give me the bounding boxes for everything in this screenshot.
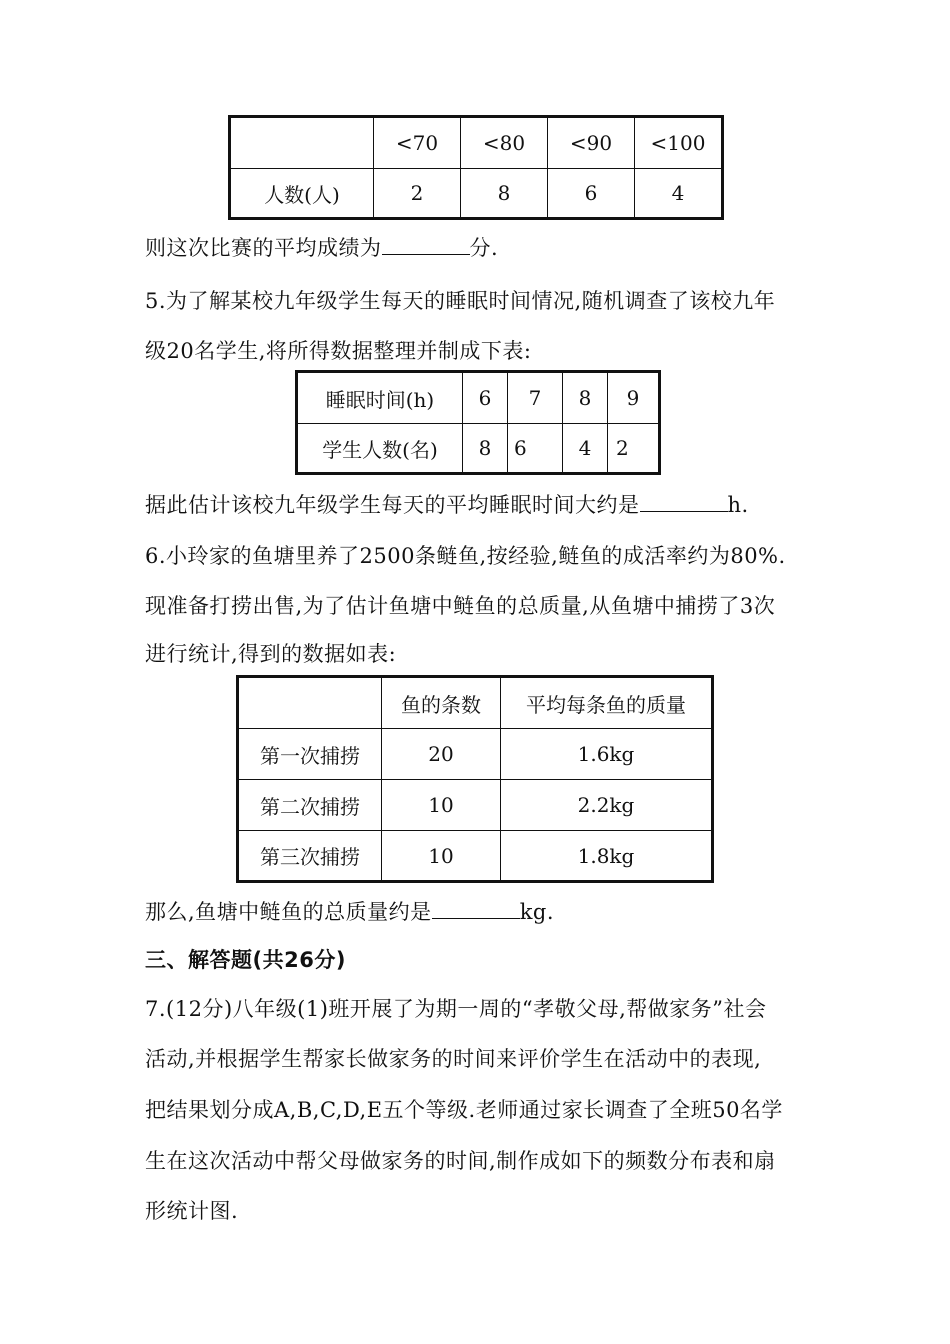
q7-line-1: 7.(12分)八年级(1)班开展了为期一周的“孝敬父母,帮做家务”社会 xyxy=(145,997,767,1021)
q4-answer-blank[interactable] xyxy=(382,236,470,255)
q6-answer-text: 那么,鱼塘中鲢鱼的总质量约是 xyxy=(145,900,432,924)
fish-table-cell: 1.8kg xyxy=(501,831,713,882)
q5-answer-blank[interactable] xyxy=(640,493,728,512)
q7-line-4: 生在这次活动中帮父母做家务的时间,制作成如下的频数分布表和扇 xyxy=(145,1149,776,1173)
sleep-table-cell: 2 xyxy=(608,424,660,474)
fish-table-header: 鱼的条数 xyxy=(382,677,501,729)
score-table-header: <70 xyxy=(374,117,461,169)
q5-answer-line xyxy=(145,489,749,519)
q7-line-5: 形统计图. xyxy=(145,1199,239,1223)
q4-answer-unit: 分. xyxy=(469,236,499,260)
fish-table-row-label: 第二次捕捞 xyxy=(238,780,382,831)
q5-line-1: 5.为了解某校九年级学生每天的睡眠时间情况,随机调查了该校九年 xyxy=(145,289,776,313)
section-heading: 三、解答题(共26分) xyxy=(145,948,346,972)
q6-answer-unit: kg. xyxy=(519,900,555,924)
score-table-corner xyxy=(230,117,374,169)
q7-line-2: 活动,并根据学生帮家长做家务的时间来评价学生在活动中的表现, xyxy=(145,1047,762,1071)
q5-answer-text: 据此估计该校九年级学生每天的平均睡眠时间大约是 xyxy=(145,493,640,517)
score-table-row-label: 人数(人) xyxy=(230,169,374,219)
q7-line-3: 把结果划分成A,B,C,D,E五个等级.老师通过家长调查了全班50名学 xyxy=(145,1098,783,1122)
fish-table-cell: 1.6kg xyxy=(501,729,713,780)
score-table-header: <80 xyxy=(461,117,548,169)
q6-answer-line xyxy=(145,896,554,926)
q6-answer-blank[interactable] xyxy=(432,900,520,919)
fish-table-cell: 10 xyxy=(382,831,501,882)
sleep-table-cell: 4 xyxy=(563,424,608,474)
sleep-table-header: 9 xyxy=(608,372,660,424)
sleep-table-cell: 6 xyxy=(508,424,563,474)
score-table-cell: 8 xyxy=(461,169,548,219)
fish-table-header: 平均每条鱼的质量 xyxy=(501,677,713,729)
fish-table-row-label: 第三次捕捞 xyxy=(238,831,382,882)
sleep-table-row-label: 学生人数(名) xyxy=(297,424,463,474)
score-table-cell: 6 xyxy=(548,169,635,219)
sleep-table-cell: 8 xyxy=(463,424,508,474)
fish-table-cell: 10 xyxy=(382,780,501,831)
q6-line-1: 6.小玲家的鱼塘里养了2500条鲢鱼,按经验,鲢鱼的成活率约为80%. xyxy=(145,544,786,568)
sleep-table-header: 6 xyxy=(463,372,508,424)
score-table-cell: 2 xyxy=(374,169,461,219)
q4-answer-text: 则这次比赛的平均成绩为 xyxy=(145,236,382,260)
sleep-table xyxy=(295,370,661,475)
q5-line-2: 级20名学生,将所得数据整理并制成下表: xyxy=(145,339,532,363)
q5-answer-unit: h. xyxy=(727,493,749,517)
fish-table-cell: 20 xyxy=(382,729,501,780)
score-table-cell: 4 xyxy=(635,169,723,219)
fish-table-corner xyxy=(238,677,382,729)
fish-table-row-label: 第一次捕捞 xyxy=(238,729,382,780)
score-table-header: <90 xyxy=(548,117,635,169)
score-table-header: <100 xyxy=(635,117,723,169)
q6-line-2: 现准备打捞出售,为了估计鱼塘中鲢鱼的总质量,从鱼塘中捕捞了3次 xyxy=(145,594,776,618)
sleep-table-header: 7 xyxy=(508,372,563,424)
score-table xyxy=(228,115,724,220)
sleep-table-header: 8 xyxy=(563,372,608,424)
q4-answer-line xyxy=(145,232,498,262)
fish-table xyxy=(236,675,714,883)
sleep-table-row-label: 睡眠时间(h) xyxy=(297,372,463,424)
fish-table-cell: 2.2kg xyxy=(501,780,713,831)
q6-line-3: 进行统计,得到的数据如表: xyxy=(145,642,397,666)
